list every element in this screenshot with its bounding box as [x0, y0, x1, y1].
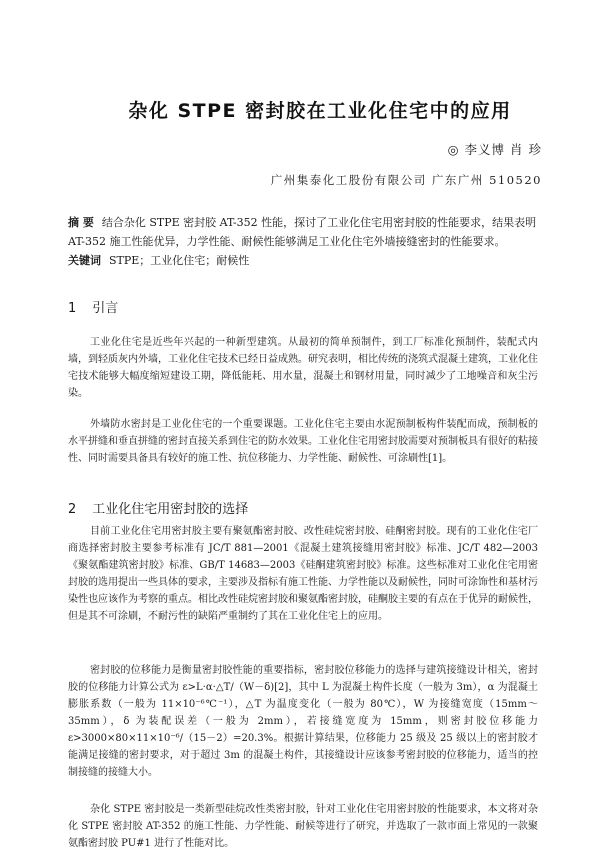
paragraph: [68, 334, 538, 402]
paragraph-text: 目前工业化住宅用密封胶主要有聚氨酯密封胶、改性硅烷密封胶、硅酮密封胶。现有的工业化住宅厂商选择密封胶主要参考标准有 JC/T 881—2001《混凝土建筑接缝用密封胶》标准、JC/T 482—2003《聚氨酯建筑密封胶》标准、GB/T 14683—2003《硅酮建筑密封胶》标准。这些标准对工业化住宅用密封胶的选用提出一些具体的要求，主要涉及指标有施工性能、力学性能以及耐候性，同时可涂饰性和基材污染性也应该作为考察的重点。相比改性硅烷密封胶和聚氨酯密封胶，硅酮胶主要的有点在于优异的耐候性，但是其不可涂刷，不耐污性的缺陷严重制约了其在工业化住宅上的应用。: [68, 526, 538, 622]
paper-title: 杂化 STPE 密封胶在工业化住宅中的应用: [128, 100, 512, 122]
section-title: 引言: [92, 301, 119, 316]
paragraph: [68, 801, 538, 852]
section-title: 工业化住宅用密封胶的选择: [92, 502, 249, 517]
section-number: 2: [68, 502, 77, 517]
keywords: [68, 251, 249, 270]
section-heading-1: [68, 297, 118, 316]
keywords-text: STPE；工业化住宅；耐候性: [109, 254, 250, 267]
section-number: 1: [68, 301, 77, 316]
keywords-label: 关键词: [68, 254, 101, 267]
paragraph-text: 外墙防水密封是工业化住宅的一个重要课题。工业化住宅主要由水泥预制板构件装配而成，预制板的水平拼缝和垂直拼缝的密封直接关系到住宅的防水效果。工业化住宅用密封胶需要对预制板具有很好的粘接性、同时需要具备具有较好的施工性、抗位移能力、力学性能、耐候性、可涂刷性[1]。: [68, 419, 538, 464]
paragraph-text: 工业化住宅是近些年兴起的一种新型建筑。从最初的简单预制件，到工厂标准化预制件，装配式内墙，到轻质灰内外墙，工业化住宅技术已经日益成熟。研究表明，相比传统的浇筑式混凝土建筑，工业化住宅技术能够大幅度缩短建设工期，降低能耗、用水量，混凝土和钢材用量，同时减少了工地噪音和灰尘污染。: [68, 337, 538, 399]
abstract-label: 摘 要: [68, 216, 94, 229]
abstract: [68, 213, 538, 251]
affiliation: 广州集泰化工股份有限公司 广东广州 510520: [270, 173, 542, 187]
section-heading-2: [68, 498, 248, 517]
authors: ◎ 李义博 肖 珍: [447, 142, 542, 157]
abstract-text: 结合杂化 STPE 密封胶 AT-352 性能，探讨了工业化住宅用密封胶的性能要求，结果表明 AT-352 施工性能优异，力学性能、耐候性能够满足工业化住宅外墙接缝密封的性能要求。: [68, 216, 537, 248]
paragraph: [68, 523, 538, 625]
paragraph-text: 密封胶的位移能力是衡量密封胶性能的重要指标，密封胶位移能力的选择与建筑接缝设计相关，密封胶的位移能力计算公式为 ε>L·α·△T/（W－δ)[2]，其中 L 为混凝土构件长度（一般为 3m），α 为混凝土膨胀系数（一般为 11×10⁻⁶℃⁻¹），△T 为温度变化（一般为 80℃），W 为接缝宽度（15mm～35mm），δ 为装配误差（一般为 2mm），若接缝宽度为 15mm，则密封胶位移能力 ε>3000×80×11×10⁻⁶/（15－2）=20.3%。根据计算结果，位移能力 25 级及 25 级以上的密封胶才能满足接缝的密封要求，对于超过 3m 的混凝土构件，其接缝设计应该参考密封胶的位移能力，适当的控制接缝的接缝大小。: [68, 665, 538, 778]
paragraph-text: 杂化 STPE 密封胶是一类新型硅烷改性类密封胶，针对工业化住宅用密封胶的性能要求，本文将对杂化 STPE 密封胶 AT-352 的施工性能、力学性能、耐候等进行了研究，并选取了一款市面上常见的一款聚氨酯密封胶 PU#1 进行了性能对比。: [68, 804, 538, 849]
paragraph: [68, 416, 538, 467]
paragraph: [68, 662, 538, 781]
